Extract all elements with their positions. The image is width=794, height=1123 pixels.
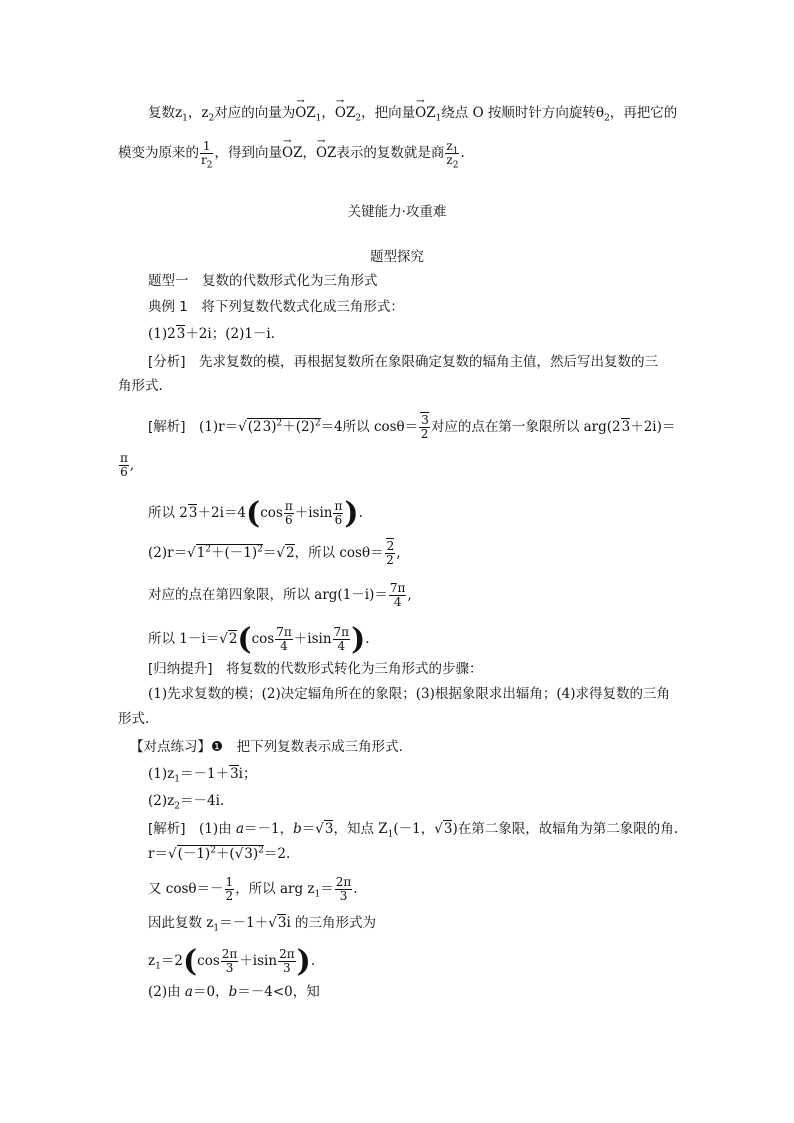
practice-solution-6: (2)由 a＝0，b＝－4<0，知 — [148, 984, 320, 1000]
solution-line-6: 所以 1－i＝√2(cos $\frac{7\pi}{4}$ ＋isin $\frac{7\pi}{4}$ ). — [148, 621, 370, 657]
example-label: 典例 1 — [148, 299, 188, 315]
summary-line-1 — [148, 659, 483, 679]
solution-line-4: $(2)r=√1^2+(-1)^2=√2$，所以 cosθ＝ $\frac{2}{2}$ , — [148, 539, 401, 567]
subsection-title: 题型探究 — [370, 249, 424, 265]
summary-line-3: 形式. — [118, 711, 150, 727]
practice-heading — [130, 737, 403, 757]
example-items: (1)23＋2i；(2)1－i. — [148, 326, 276, 342]
practice-solution-3: 又 cosθ＝－ $\frac{1}{2}$ ，所以 arg $z_1=$ $\frac{2\pi}{3}$ . — [148, 875, 358, 903]
analysis-text-1: 先求复数的模，再根据复数所在象限确定复数的辐角主值，然后写出复数的三 — [199, 354, 659, 370]
solution-line-1: [解析] $(1)r=√(23)^2+(2)^2=4$所以 cosθ＝ $\frac{3}{2}$ 对应的点在第一象限所以 arg(23＋2i)＝ — [148, 413, 676, 441]
practice-label: 【对点练习】❶ — [130, 739, 224, 755]
practice-solution-5: $z_1=2(\cos$ $\frac{2\pi}{3}$ ＋isin $\frac{2\pi}{3}$ ). — [148, 943, 316, 979]
summary-line-2: (1)先求复数的模；(2)决定辐角所在的象限；(3)根据象限求出辐角；(4)求得复数的三角 — [148, 686, 670, 702]
analysis-label: [分析] — [148, 354, 186, 370]
solution-line-2: $\frac{\pi}{6}$ , — [120, 451, 135, 479]
practice-item-1: $(1)z_1=-1+3i$； — [148, 766, 257, 785]
solution-line-3: 所以 23＋2i＝4(cos $\frac{\pi}{6}$ ＋isin $\frac{\pi}{6}$ ). — [148, 495, 363, 531]
analysis-line-1 — [148, 352, 658, 372]
summary-label: [归纳提升] — [148, 661, 213, 677]
intro-line-2: 模变为原来的 $\frac{1}{r_2}$ ，得到向量→ OZ，→ OZ表示的复数就是商 $\frac{z_1}{z_2}$ . — [118, 140, 465, 167]
practice-solution-1: [解析] (1)由 a＝－1，b＝√3，知点 $Z_1(-1$，√3)在第二象限，故辐角为第二象限的角. — [148, 821, 679, 840]
analysis-line-2: 角形式. — [118, 378, 163, 394]
example-line — [148, 297, 404, 317]
practice-solution-2: $r=√(-1)^2+(√3)^2=2$. — [148, 845, 291, 862]
section-title: 关键能力·攻重难 — [347, 204, 447, 220]
example-text: 将下列复数代数式化成三角形式： — [201, 299, 404, 315]
intro-line-1: 复数$z_1$，$z_2$对应的向量为→ $OZ_1$，→ $OZ_2$，把向量→ $OZ_1$绕点 O 按顺时针方向旋转$\theta_2$，再把它的 — [148, 103, 677, 123]
practice-item-2: $(2)z_2=-4i$. — [148, 793, 225, 812]
practice-solution-4: 因此复数 $z_1=-1+√3i$ 的三角形式为 — [148, 915, 377, 934]
summary-text-1: 将复数的代数形式转化为三角形式的步骤： — [226, 661, 483, 677]
practice-text: 把下列复数表示成三角形式. — [236, 739, 403, 755]
solution-label: [解析] — [148, 419, 186, 435]
solution-line-5: 对应的点在第四象限，所以 arg(1－i)＝ $\frac{7\pi}{4}$ , — [148, 581, 412, 609]
practice-solution-label: [解析] — [148, 821, 186, 837]
type1-heading: 题型一 复数的代数形式化为三角形式 — [148, 273, 378, 289]
